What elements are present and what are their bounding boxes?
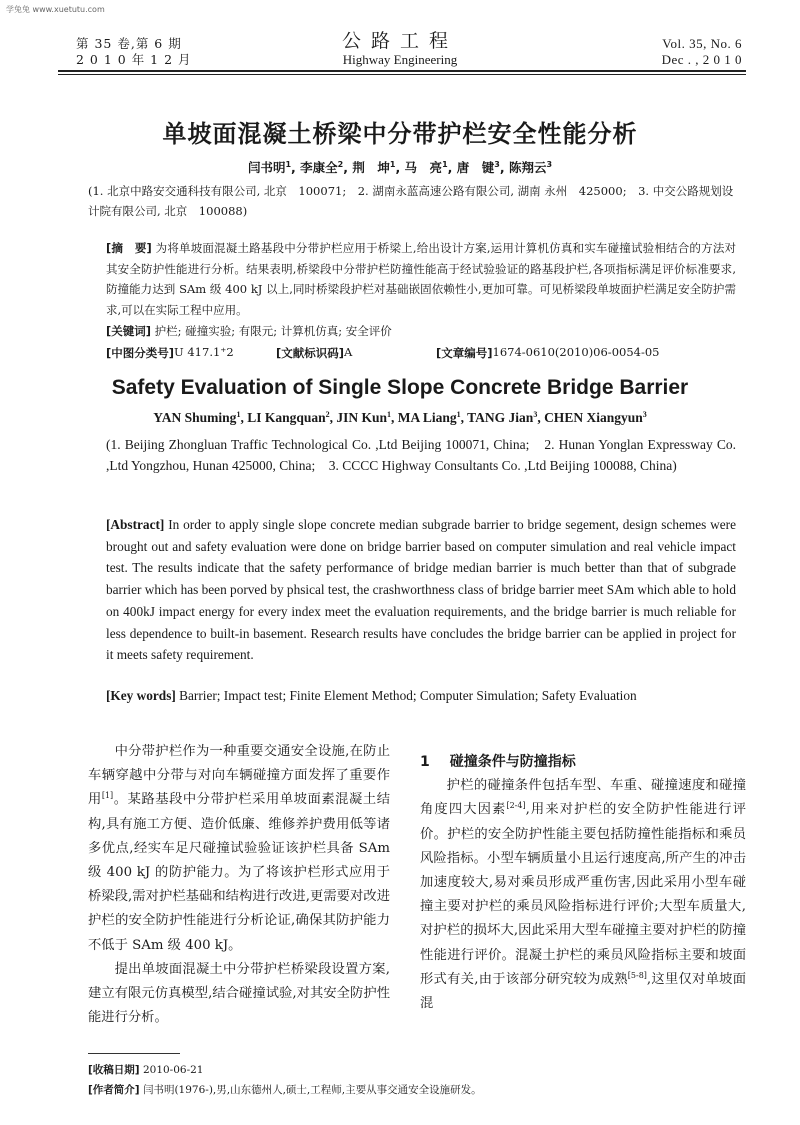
abstract-cn-text: 为将单坡面混凝土路基段中分带护栏应用于桥梁上,给出设计方案,运用计算机仿真和实车碰撞试验相结合的方法对其安全防护性能进行分析。结果表明,桥梁段中分带护栏防撞性能高于经试验验证的路基段护栏,各项指标满足评价标准要求,防撞能力达到 SAm 级 400 kJ 以上,同时桥梁段护栏对基础嵌固依赖性小,更加可靠。可见桥梁段单坡面护栏满足安全防护需求,可以在实际工程中应用。	[106, 241, 737, 317]
journal-title-cn: 公路工程	[341, 30, 458, 52]
affiliations-en: (1. Beijing Zhongluan Traffic Technological Co. ,Ltd Beijing 100071, China; 2. Hunan Yonglan Expressway Co. ,Ltd Yongzhou, Hunan 425000, China; 3. CCCC Highway Consultants Co. ,Ltd Beijing 100088, China)	[106, 437, 736, 473]
header-center	[300, 30, 500, 68]
date-cn: 2 0 1 0 年 1 2 月	[76, 52, 192, 67]
header-rule-thick	[58, 70, 746, 72]
footnote-author: [作者简介] 闫书明(1976-),男,山东德州人,硕士,工程师,主要从事交通安全设施研发。	[88, 1084, 482, 1096]
author-cn: 李康全$^2$	[300, 160, 344, 175]
authors-en: YAN Shuming$^1$, LI Kangquan$^2$, JIN Kun$^1$, MA Liang$^1$, TANG Jian$^3$, CHEN Xiangyun$^3$	[153, 410, 647, 425]
doc-code: [文献标识码] A	[276, 345, 353, 360]
body-right-column	[420, 750, 746, 1016]
citation: [5-8]	[627, 970, 647, 980]
header-left	[76, 36, 192, 68]
article-number: [文章编号] 1674-0610(2010)06-0054-05	[436, 345, 660, 360]
section-number: 1	[420, 754, 430, 770]
footnote-rule	[88, 1053, 180, 1054]
author-cn: 陈翔云$^3$	[508, 160, 553, 175]
date-en: Dec . , 2 0 1 0	[661, 52, 742, 67]
author-cn: 马 亮$^1$	[404, 160, 448, 175]
body-left-column	[88, 740, 390, 1030]
author-en: CHEN Xiangyun$^3$	[544, 410, 647, 425]
journal-title-en: Highway Engineering	[342, 52, 458, 67]
paper-title-en: Safety Evaluation of Single Slope Concrete Bridge Barrier	[111, 376, 689, 399]
body-paragraph: 提出单坡面混凝土中分带护栏桥梁段设置方案,建立有限元仿真模型,结合碰撞试验,对其安全防护性能进行分析。	[88, 961, 390, 1026]
author-en: MA Liang$^1$	[397, 410, 461, 425]
author-en: TANG Jian$^3$	[467, 410, 538, 425]
abstract-en-label: [Abstract]	[106, 517, 165, 532]
abstract-cn-label: [摘 要]	[106, 241, 152, 255]
keywords-cn-label: [关键词]	[106, 324, 152, 338]
body-paragraph: 护栏的碰撞条件包括车型、车重、碰撞速度和碰撞角度四大因素[2-4],用来对护栏的安全防护性能进行评价。护栏的安全防护性能主要包括防撞性能指标和乘员风险指标。小型车辆质量小且运行速度高,所产生的冲击加速度较大,易对乘员形成严重伤害,因此采用小型车碰撞主要对护栏的乘员风险指标进行评价;大型车质量大,对护栏的损坏大,因此采用大型车碰撞主要对护栏的防撞性能进行评价。混凝土护栏的乘员风险指标主要和坡面形式有关,由于该部分研究较为成熟[5-8],这里仅对单坡面混	[420, 778, 746, 1012]
footnote-received: [收稿日期] 2010-06-21	[88, 1064, 204, 1076]
citation: [2-4]	[506, 801, 526, 811]
keywords-cn-text: 护栏; 碰撞实验; 有限元; 计算机仿真; 安全评价	[154, 324, 392, 338]
keywords-en-label: [Key words]	[106, 688, 176, 703]
author-cn: 闫书明$^1$	[247, 160, 292, 175]
author-cn: 唐 键$^3$	[456, 160, 500, 175]
section-heading	[420, 750, 746, 774]
volume-cn: 第 35 卷,第 6 期	[76, 36, 182, 51]
citation: [1]	[101, 791, 114, 801]
author-en: LI Kangquan$^2$	[247, 410, 330, 425]
authors-cn: 闫书明$^1$, 李康全$^2$, 荆 坤$^1$, 马 亮$^1$, 唐 键$^3$, 陈翔云$^3$	[247, 160, 553, 175]
affiliations-cn: (1. 北京中路安交通科技有限公司, 北京 100071; 2. 湖南永蓝高速公路有限公司, 湖南 永州 425000; 3. 中交公路规划设计院有限公司, 北京 100088)	[88, 184, 734, 218]
header-rule-thin	[58, 74, 746, 75]
keywords-en-text: Barrier; Impact test; Finite Element Method; Computer Simulation; Safety Evaluation	[179, 688, 637, 703]
abstract-en	[106, 514, 736, 666]
author-cn: 荆 坤$^1$	[352, 160, 396, 175]
volume-en: Vol. 35, No. 6	[662, 36, 742, 51]
author-en: JIN Kun$^1$	[336, 410, 392, 425]
clc: [中图分类号] U 417.1⁺2	[106, 345, 234, 360]
header-right	[662, 36, 742, 68]
watermark: 学兔兔 www.xuetutu.com	[6, 5, 105, 14]
body-paragraph: 中分带护栏作为一种重要交通安全设施,在防止车辆穿越中分带与对向车辆碰撞方面发挥了重要作用[1]。某路基段中分带护栏采用单坡面素混凝土结构,具有施工方便、造价低廉、维修养护费用低等诸多优点,经实车足尺碰撞试验验证该护栏具备 SAm 级 400 kJ 的防护能力。为了将该护栏形式应用于桥梁段,需对护栏基础和结构进行改进,更需要对改进护栏的安全防护性能进行分析论证,确保其防护能力不低于 SAm 级 400 kJ。	[88, 744, 391, 953]
abstract-cn	[106, 238, 736, 320]
abstract-en-text: In order to apply single slope concrete median subgrade barrier to bridge segement, design schemes were brought out and safety evaluation were done on bridge barrier based on computer simulation and real vehicle impact test. The results indicate that the safety performance of bridge median barrier is much better than that of subgrade barrier which has been porved by phsical test, the crashworthness class of bridge barrier meet SAm which able to hold on 400kJ impact energy for every index meet the evaluation requirements, and the bridge barrier is much reliable for less dependence to built-in basement. Research results have concludes the bridge barrier can be applied in project for it meets safety requirement.	[106, 517, 737, 663]
keywords-cn	[106, 323, 736, 339]
section-title: 碰撞条件与防撞指标	[449, 754, 576, 770]
keywords-en	[106, 685, 736, 707]
paper-title-cn: 单坡面混凝土桥梁中分带护栏安全性能分析	[162, 120, 638, 148]
author-en: YAN Shuming$^1$	[153, 410, 241, 425]
